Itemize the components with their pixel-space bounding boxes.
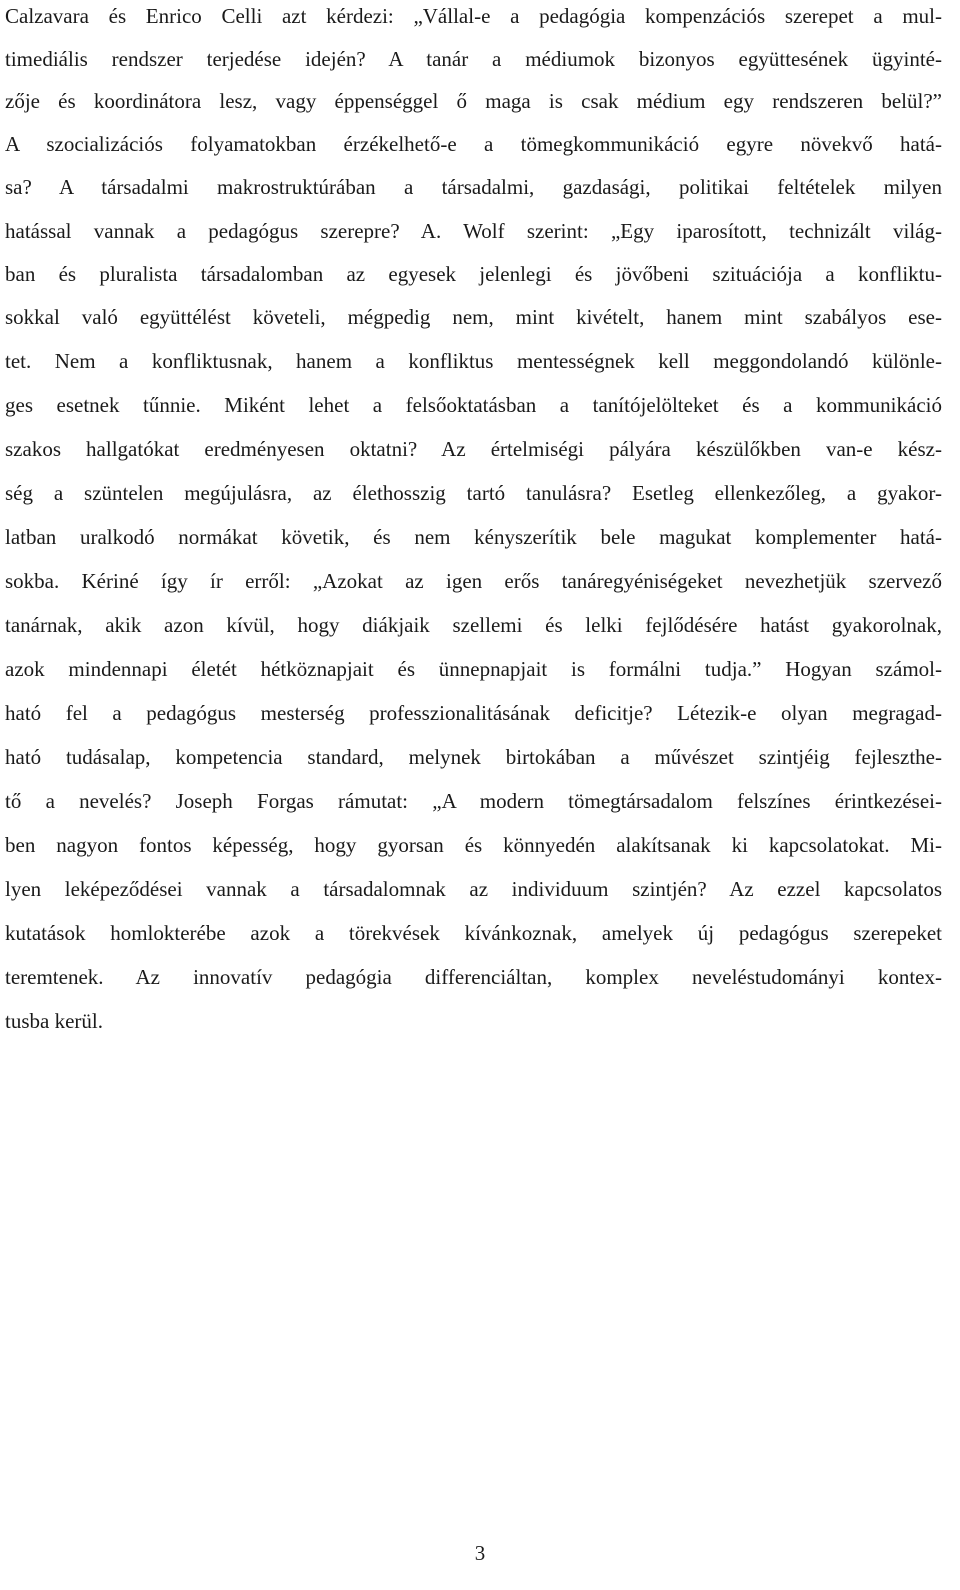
text-line: tő a nevelés? Joseph Forgas rámutat: „A modern tömegtársadalom felszínes érintkezései- xyxy=(5,789,942,813)
text-line: ben nagyon fontos képesség, hogy gyorsan és könnyedén alakítsanak ki kapcsolatokat. Mi- xyxy=(5,833,942,857)
text-line: sa? A társadalmi makrostruktúrában a társadalmi, gazdasági, politikai feltételek milyen xyxy=(5,175,942,199)
text-line: tet. Nem a konfliktusnak, hanem a konfliktus mentességnek kell meggondolandó különle- xyxy=(5,349,942,373)
text-line: azok mindennapi életét hétköznapjait és ünnepnapjait is formálni tudja.” Hogyan számol- xyxy=(5,657,942,681)
text-line: ges esetnek tűnnie. Miként lehet a felsőoktatásban a tanítójelölteket és a kommunikáció xyxy=(5,393,942,417)
text-line: zője és koordinátora lesz, vagy éppenséggel ő maga is csak médium egy rendszeren belül?” xyxy=(5,89,942,113)
text-line: teremtenek. Az innovatív pedagógia differenciáltan, komplex neveléstudományi kontex- xyxy=(5,965,942,989)
text-line: latban uralkodó normákat követik, és nem kényszerítik bele magukat komplementer hatá- xyxy=(5,525,942,549)
text-line: ható tudásalap, kompetencia standard, melynek birtokában a művészet szintjéig fejleszthe- xyxy=(5,745,942,769)
text-line: ban és pluralista társadalomban az egyesek jelenlegi és jövőbeni szituációja a konfliktu- xyxy=(5,262,942,286)
text-line: tanárnak, akik azon kívül, hogy diákjaik szellemi és lelki fejlődésére hatást gyakorolnak, xyxy=(5,613,942,637)
text-line: szakos hallgatókat eredményesen oktatni? Az értelmiségi pályára készülőkben van-e kész- xyxy=(5,437,942,461)
text-line: A szocializációs folyamatokban érzékelhető-e a tömegkommunikáció egyre növekvő hatá- xyxy=(5,132,942,156)
text-line: hatással vannak a pedagógus szerepre? A. Wolf szerint: „Egy iparosított, technizált világ- xyxy=(5,219,942,243)
text-line: timediális rendszer terjedése idején? A tanár a médiumok bizonyos együttesének ügyinté- xyxy=(5,47,942,71)
text-line: sokba. Kériné így ír erről: „Azokat az igen erős tanáregyéniségeket nevezhetjük szervező xyxy=(5,569,942,593)
text-line: ható fel a pedagógus mesterség professzionalitásának deficitje? Létezik-e olyan megragad- xyxy=(5,701,942,725)
text-line: sokkal való együttélést követeli, mégpedig nem, mint kivételt, hanem mint szabályos ese- xyxy=(5,305,942,329)
text-line: ség a szüntelen megújulásra, az élethosszig tartó tanulásra? Esetleg ellenkezőleg, a gyakor- xyxy=(5,481,942,505)
text-line: Calzavara és Enrico Celli azt kérdezi: „Vállal-e a pedagógia kompenzációs szerepet a mul- xyxy=(5,4,942,28)
page-number: 3 xyxy=(474,1541,486,1565)
text-line: lyen leképeződései vannak a társadalomnak az individuum szintjén? Az ezzel kapcsolatos xyxy=(5,877,942,901)
text-line: tusba kerül. xyxy=(5,1009,103,1033)
text-line: kutatások homlokterébe azok a törekvések kívánkoznak, amelyek új pedagógus szerepeket xyxy=(5,921,942,945)
